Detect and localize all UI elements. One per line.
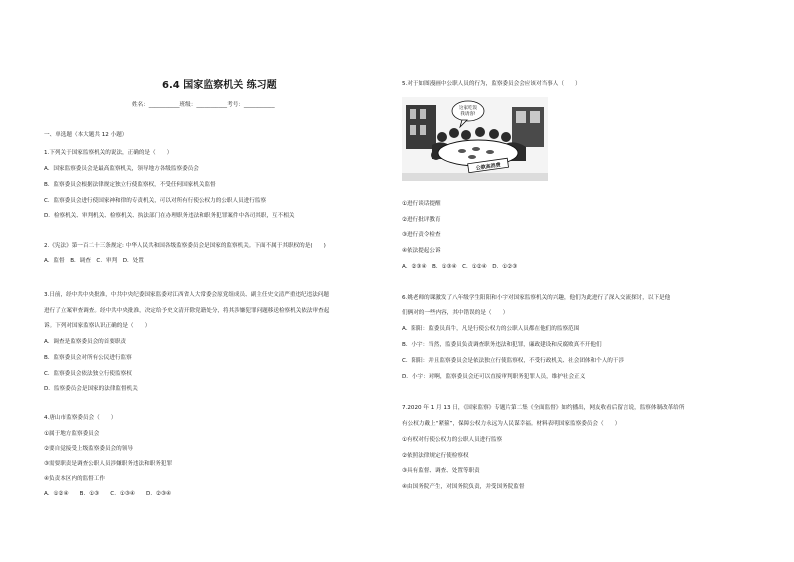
q1-option-a: A．国家监察委员会是最高监察机关，领导地方各级监察委员会 — [44, 166, 199, 172]
cartoon-banner-text: 公款高消费 — [475, 162, 502, 172]
q3-option-a: A．调查是监察委员会的首要职责 — [44, 339, 127, 345]
q5-options: A．②③④ B．①③④ C．①②④ D．①②③ — [402, 264, 518, 270]
q7-stem-line: 有公权力戴上“紧箍”，保障公权力永远为人民谋幸福。材料表明国家监察委员会（ ） — [402, 421, 621, 427]
student-info-line: 姓名：___________班级：___________考号：___________ — [132, 102, 275, 108]
q3-option-c: C．监察委员会依法独立行使监察权 — [44, 371, 132, 377]
cartoon-speech-line: 我请客! — [460, 112, 476, 117]
q2-options: A．监督 B．调查 C．审判 D．处置 — [44, 258, 144, 264]
q3-stem-line: 诉。下列对国家监察认识正确的是（ ） — [44, 323, 151, 329]
q7-item-1: ①有权对行使公权力的公职人员进行监察 — [402, 437, 503, 443]
q5-item-1: ①进行谈话提醒 — [402, 201, 441, 207]
q5-item-3: ③进行责令检查 — [402, 232, 441, 238]
q6-option-b: B．小宇：当然，监委员负责调查职务违法和犯罪，廉政建设和反腐败真不开他们 — [402, 342, 602, 348]
q6-option-d: D．小宇：对啊，监察委员会还可以直接审判职务犯罪人员，维护社会正义 — [402, 374, 586, 380]
q4-item-3: ③需要职责是调查公职人员涉嫌职务违法和职务犯罪 — [44, 461, 173, 467]
q6-option-c: C．阳阳：并且监察委员会是依法独立行使监察权，不受行政机关、社会团体和个人的干涉 — [402, 358, 625, 364]
q3-option-b: B．监察委员会对所有公民进行监察 — [44, 355, 132, 361]
banquet-cartoon-image — [402, 97, 548, 181]
q7-stem-line: 7.2020 年 1 月 13 日，《国家监察》专题片第二集《全面监督》如约播出，网友收看后留言说，监察体制改革给所 — [402, 405, 685, 411]
q5-stem: 5.对于如图漫画中公职人员的行为，监察委员会会应该对当事人（ ） — [402, 81, 581, 87]
q4-options: A．①②④ B．①③ C．①③④ D．②③④ — [44, 491, 171, 497]
q3-stem-line: 3.日前，经中共中央批准，中共中央纪委国家监委对江西省人大常委会原党组成员、副主任史文清严重违纪违法问题 — [44, 292, 330, 298]
q1-stem: 1.下列关于国家监察机关的说法，正确的是（ ） — [44, 150, 173, 156]
q5-item-4: ④依法提起公诉 — [402, 248, 441, 254]
q4-item-4: ④负责本区内的监督工作 — [44, 476, 105, 482]
q1-option-d: D．检察机关、审判机关、检察机关、执法部门在办理职务违法和职务犯罪案件中各司其职，互不相关 — [44, 213, 295, 219]
q7-item-4: ④由国务院产生，对国务院负责，并受国务院监督 — [402, 484, 525, 490]
cartoon-speech-line: 这家吃饭 — [459, 106, 477, 111]
q4-stem: 4.唐山市监察委员会（ ） — [44, 415, 117, 421]
q3-option-d: D．监察委员会是国家的法律监督机关 — [44, 386, 138, 392]
page-title: 6.4 国家监察机关 练习题 — [162, 80, 277, 91]
q6-option-a: A．阳阳：监委员真牛，凡是行使公权力的公职人员都在他们的监察范围 — [402, 326, 580, 332]
q4-item-1: ①属于地方监察委员会 — [44, 431, 100, 437]
q7-item-2: ②依照法律规定行使检察权 — [402, 453, 469, 459]
q3-stem-line: 进行了立案审查调查。经中共中央批准，决定给予史文清开除党籍处分，将其涉嫌犯罪问题移送检察机关依法审查起 — [44, 308, 330, 314]
q5-item-2: ②进行批评教育 — [402, 217, 441, 223]
section-heading: 一、单选题（本大题共 12 小题） — [44, 132, 128, 138]
q6-stem-line: 6.姚老师的课激发了八年级学生阳阳和小宇对国家监察机关的兴趣，他们为此进行了深入交流探讨，以下是他 — [402, 295, 671, 301]
q2-stem: 2.《宪法》第一百二十三条规定: 中华人民共和国各级监察委员会是国家的监察机关。下面不属于其职权的是( ) — [44, 243, 326, 249]
q1-option-c: C．监察委员会进行使国家神和律的专责机关，可以对所有行使公权力的公职人员进行监察 — [44, 198, 267, 204]
q4-item-2: ②要自觉接受上级监察委员会的领导 — [44, 446, 133, 452]
q1-option-b: B．监察委员会根据法律规定独立行使监察权，不受任何国家机关监督 — [44, 182, 216, 188]
q6-stem-line: 们俩对的一些内容，其中错误的是（ ） — [402, 310, 509, 316]
q7-item-3: ③具有监督、调查、处置等职责 — [402, 468, 480, 474]
